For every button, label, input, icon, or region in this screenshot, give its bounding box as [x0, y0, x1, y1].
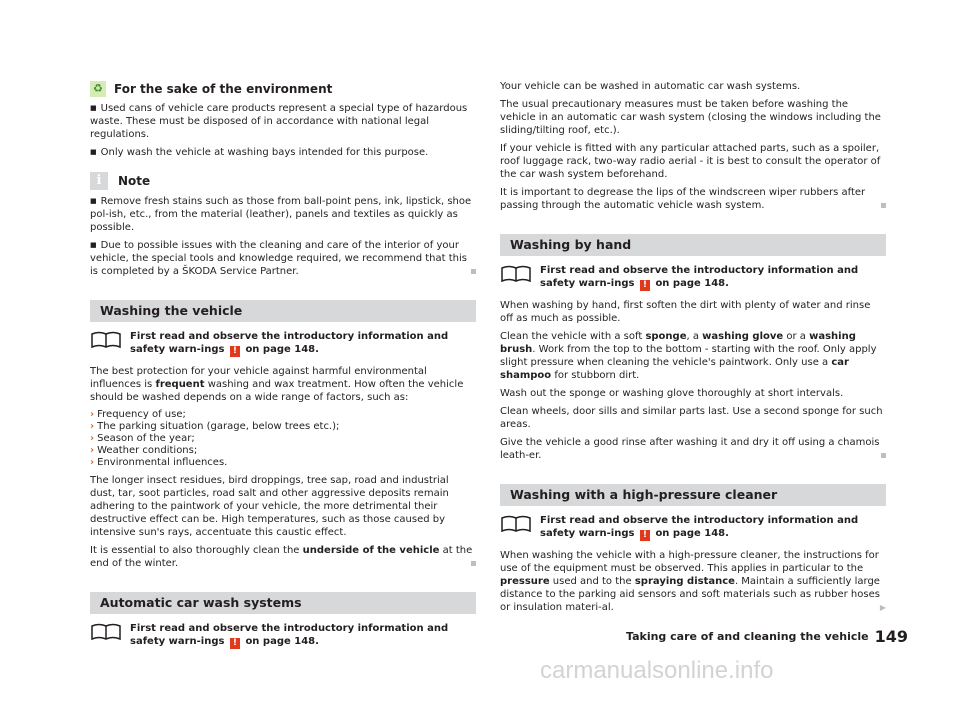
watermark: carmanualsonline.info: [540, 657, 774, 684]
exclamation-icon: !: [230, 638, 240, 649]
page-link[interactable]: on page 148.: [655, 278, 729, 289]
paragraph: Clean wheels, door sills and similar parts last. Use a second sponge for such areas.: [500, 406, 883, 430]
paragraph: The usual precautionary measures must be taken before washing the vehicle in an automatic car wash system (closing the windows including the sliding/tilting roof, etc.).: [500, 99, 881, 136]
info-icon: i: [90, 172, 108, 190]
list-item: › Season of the year;: [90, 433, 195, 444]
paragraph: Your vehicle can be washed in automatic car wash systems.: [500, 81, 801, 92]
paragraph: When washing by hand, first soften the dirt with plenty of water and rinse off as much as possible.: [500, 300, 871, 324]
book-icon: [91, 623, 121, 641]
page-link[interactable]: on page 148.: [245, 344, 319, 355]
section-heading-washing-vehicle: Washing the vehicle: [90, 300, 476, 322]
paragraph: The longer insect residues, bird droppings, tree sap, road and industrial dust, tar, soot particles, road salt and other aggressive deposits remain adhering to the paintwork of your vehicle, the more detrimental their destructive effect can be. High temperatures, such as those caused by intensive sun's rays, accentuate this caustic effect.: [90, 475, 449, 538]
paragraph: The best protection for your vehicle against harmful environmental influences is frequent washing and wax treatment. How often the vehicle should be washed depends on a wide range of factors, such as:: [90, 366, 464, 403]
page-link[interactable]: on page 148.: [655, 528, 729, 539]
warning-reference: First read and observe the introductory information and safety warn-ings ! on page 148.: [90, 622, 476, 649]
environment-point-1: ■ Used cans of vehicle care products represent a special type of hazardous waste. These must be disposed of in accordance with national legal regulations.: [90, 102, 476, 141]
book-icon: [501, 515, 531, 533]
exclamation-icon: !: [640, 280, 650, 291]
paragraph: Clean the vehicle with a soft sponge, a washing glove or a washing brush. Work from the top to the bottom - starting with the roof. Only apply slight pressure when cleaning the vehicle's paintwork. Only use a car shampoo for stubborn dirt.: [500, 331, 877, 381]
paragraph: Give the vehicle a good rinse after washing it and dry it off using a chamois leath-er.: [500, 436, 886, 462]
page-number: 149: [874, 627, 908, 646]
page-footer: [626, 627, 908, 646]
paragraph: When washing the vehicle with a high-pressure cleaner, the instructions for use of the equipment must be observed. This applies in particular to the pressure used and to the spraying distance. Maintain a sufficiently large distance to the parking aid sensors and soft materials such as rubber hoses or insulation materi-al. ▶: [500, 550, 886, 613]
environment-heading: [90, 80, 476, 98]
section-end-mark: [881, 203, 886, 208]
paragraph: Wash out the sponge or washing glove thoroughly at short intervals.: [500, 388, 844, 399]
page-link[interactable]: on page 148.: [245, 636, 319, 647]
section-end-mark: [881, 453, 886, 458]
paragraph: If your vehicle is fitted with any particular attached parts, such as a spoiler, roof luggage rack, two-way radio aerial - it is best to consult the operator of the car wash system beforehand.: [500, 143, 881, 180]
section-end-mark: [471, 561, 476, 566]
section-heading-automatic-car-wash: Automatic car wash systems: [90, 592, 476, 614]
continue-arrow-icon: ▶: [879, 603, 886, 612]
exclamation-icon: !: [640, 530, 650, 541]
list-item: › Environmental influences.: [90, 457, 228, 468]
factor-list: [90, 409, 476, 469]
exclamation-icon: !: [230, 346, 240, 357]
recycle-icon: ♻: [90, 81, 106, 97]
note-heading: [90, 171, 476, 191]
environment-title: For the sake of the environment: [114, 81, 333, 96]
note-point-1: ■ Remove fresh stains such as those from ball-point pens, ink, lipstick, shoe pol-ish, etc., from the material (leather), panels and textiles as quickly as possible.: [90, 195, 476, 234]
book-icon: [91, 331, 121, 349]
list-item: › Weather conditions;: [90, 445, 198, 456]
section-heading-high-pressure: Washing with a high-pressure cleaner: [500, 484, 886, 506]
paragraph: It is important to degrease the lips of the windscreen wiper rubbers after passing through the automatic vehicle wash system.: [500, 186, 886, 212]
paragraph: It is essential to also thoroughly clean the underside of the vehicle at the end of the winter.: [90, 544, 476, 570]
warning-reference: First read and observe the introductory information and safety warn-ings ! on page 148.: [500, 514, 886, 541]
section-end-mark: [471, 269, 476, 274]
list-item: › Frequency of use;: [90, 409, 186, 420]
environment-point-2: ■ Only wash the vehicle at washing bays intended for this purpose.: [90, 146, 476, 159]
section-heading-washing-by-hand: Washing by hand: [500, 234, 886, 256]
note-point-2: ■ Due to possible issues with the cleaning and care of the interior of your vehicle, the special tools and knowledge required, we recommend that this is completed by a ŠKODA Service Partner.: [90, 239, 476, 278]
warning-reference: First read and observe the introductory information and safety warn-ings ! on page 148.: [500, 264, 886, 291]
left-column: [90, 80, 476, 657]
note-title: Note: [118, 173, 151, 188]
book-icon: [501, 265, 531, 283]
right-column: [500, 80, 886, 619]
warning-reference: First read and observe the introductory information and safety warn-ings ! on page 148.: [90, 330, 476, 357]
list-item: › The parking situation (garage, below trees etc.);: [90, 421, 340, 432]
footer-title: Taking care of and cleaning the vehicle: [626, 630, 869, 643]
